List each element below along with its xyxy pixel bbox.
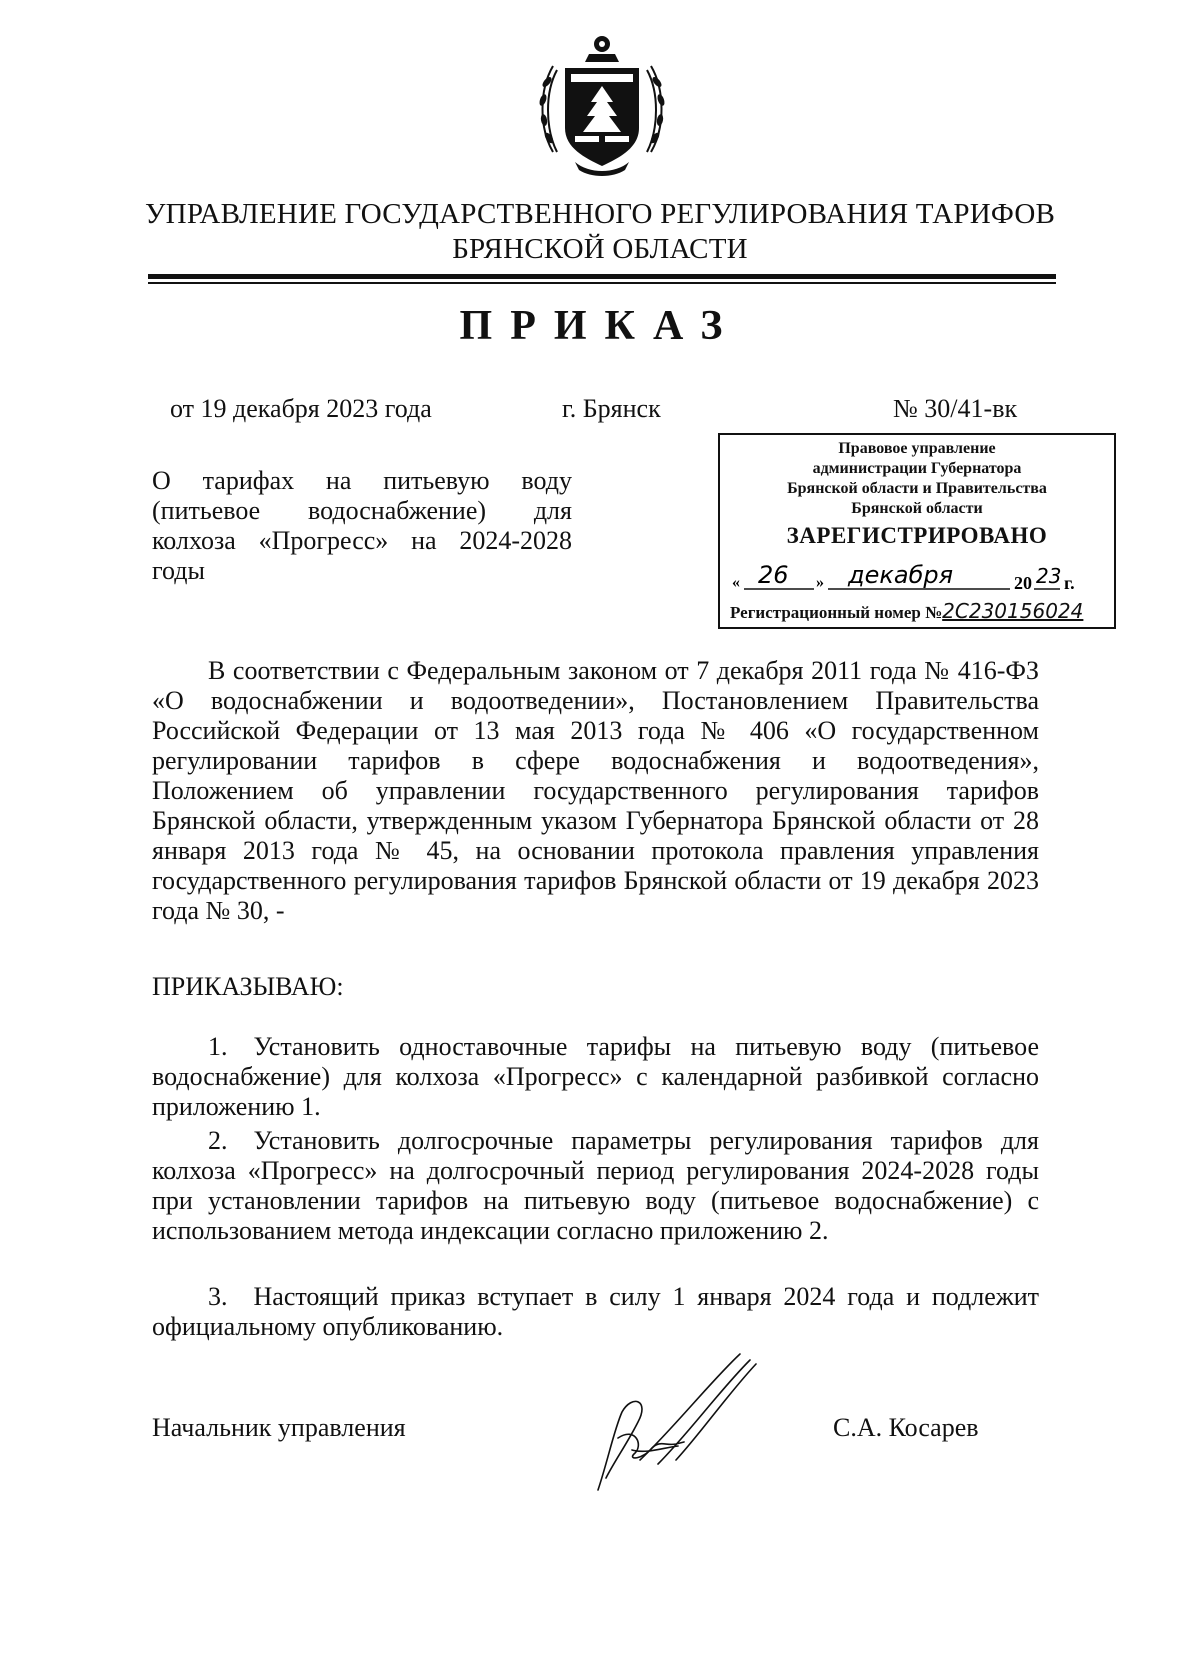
order-date: от 19 декабря 2023 года	[170, 394, 432, 423]
stamp-day: 26	[758, 563, 789, 589]
header-rule-thin	[148, 282, 1056, 284]
stamp-reg-number: 2С230156024	[942, 599, 1084, 623]
stamp-year-end: г.	[1064, 573, 1075, 593]
stamp-year-suffix: 23	[1036, 564, 1062, 588]
order-item-1: 1. Установить одноставочные тарифы на питьевую воду (питьевое водоснабжение) для колхоза «Прогресс» с календарной разбивкой согласно приложению 1.	[152, 1032, 1039, 1121]
order-city: г. Брянск	[562, 394, 661, 423]
order-subject: О тарифах на питьевую воду (питьевое водоснабжение) для колхоза «Прогресс» на 2024-2028 годы	[152, 466, 572, 585]
order-item-3: 3. Настоящий приказ вступает в силу 1 января 2024 года и подлежит официальному опубликованию.	[152, 1282, 1039, 1341]
bryansk-coat-of-arms-icon	[535, 32, 669, 180]
stamp-status: ЗАРЕГИСТРИРОВАНО	[786, 523, 1048, 548]
handwritten-signature-icon	[580, 1350, 785, 1500]
signer-name: С.А. Косарев	[833, 1413, 979, 1442]
stamp-close-quote: »	[816, 574, 824, 591]
stamp-line-3: Брянской области и Правительства	[787, 480, 1047, 497]
org-name-line-2: БРЯНСКОЙ ОБЛАСТИ	[452, 233, 748, 265]
stamp-reg-label: Регистрационный номер №	[730, 603, 943, 622]
stamp-date-line	[730, 563, 1104, 593]
stamp-line-4: Брянской области	[851, 500, 983, 517]
preamble-paragraph: В соответствии с Федеральным законом от 7 декабря 2011 года № 416-ФЗ «О водоснабжении и водоотведении», Постановлением Правительства Российской Федерации от 13 мая 2013 года № 406 «О государственном регулировании тарифов в сфере водоснабжения и водоотведения», Положением об управлении государственного регулирования тарифов Брянской области, утвержденным указом Губернатора Брянской области от 28 января 2013 года № 45, на основании протокола правления управления государственного регулирования тарифов Брянской области от 19 декабря 2023 года № 30, -	[152, 656, 1039, 925]
order-item-2: 2. Установить долгосрочные параметры регулирования тарифов для колхоза «Прогресс» на долгосрочный период регулирования 2024-2028 годы при установлении тарифов на питьевую воду (питьевое водоснабжение) с использованием метода индексации согласно приложению 2.	[152, 1126, 1039, 1245]
stamp-year-prefix: 20	[1014, 573, 1032, 593]
stamp-month: декабря	[848, 563, 954, 589]
signer-position: Начальник управления	[152, 1413, 406, 1442]
header-rule-thick	[148, 274, 1056, 279]
order-number: № 30/41-вк	[893, 394, 1018, 423]
document-title: ПРИКАЗ	[459, 303, 741, 349]
org-name-line-1: УПРАВЛЕНИЕ ГОСУДАРСТВЕННОГО РЕГУЛИРОВАНИЯ ТАРИФОВ	[144, 198, 1056, 230]
orders-label: ПРИКАЗЫВАЮ:	[152, 972, 344, 1001]
registration-stamp	[718, 433, 1116, 629]
stamp-line-1: Правовое управление	[838, 440, 996, 457]
stamp-open-quote: «	[732, 574, 740, 591]
stamp-reg-line	[730, 599, 1110, 623]
stamp-line-2: администрации Губернатора	[812, 460, 1022, 477]
